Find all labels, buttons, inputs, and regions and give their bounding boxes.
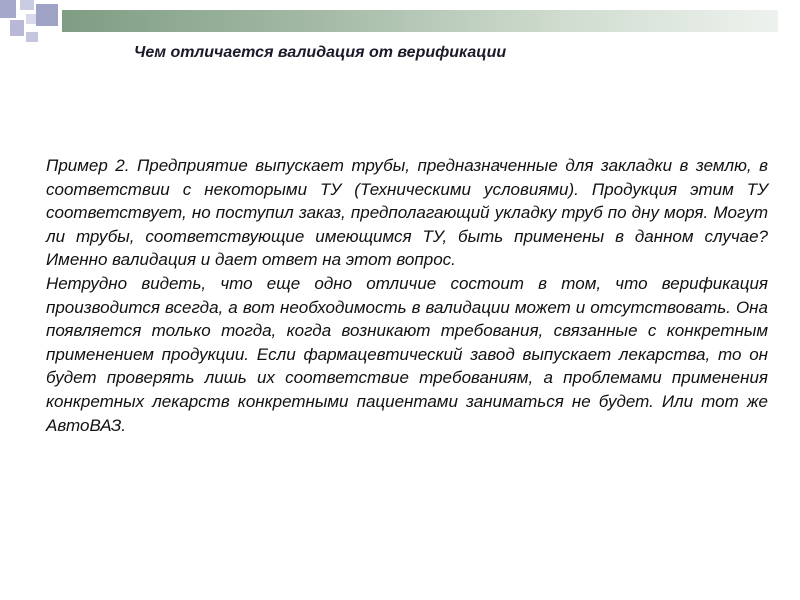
decor-square: [0, 0, 16, 18]
decor-square: [10, 20, 24, 36]
slide-title: Чем отличается валидация от верификации: [134, 44, 507, 61]
decor-square: [26, 32, 38, 42]
decor-square: [20, 0, 34, 10]
decor-square: [36, 4, 58, 26]
decor-square: [26, 14, 36, 24]
header-gradient-bar: [62, 10, 778, 32]
paragraph-example: Пример 2. Предприятие выпускает трубы, предназначенные для закладки в землю, в соответствии с некоторыми ТУ (Техническими условиями). Продукция этим ТУ соответствует, но поступил заказ, предполагающий укладку труб по дну моря. Могут ли трубы, соответствующие имеющимся ТУ, быть применены в данном случае? Именно валидация и дает ответ на этот вопрос.: [46, 156, 768, 270]
slide-body: [46, 154, 768, 437]
paragraph-difference: Нетрудно видеть, что еще одно отличие состоит в том, что верификация производится всегда, а вот необходимость в валидации может и отсутствовать. Она появляется только тогда, когда возникают требования, связанные с конкретным применением продукции. Если фармацевтический завод выпускает лекарства, то он будет проверять лишь их соответствие требованиям, а проблемами применения конкретных лекарств конкретными пациентами заниматься не будет. Или тот же АвтоВАЗ.: [46, 273, 768, 435]
